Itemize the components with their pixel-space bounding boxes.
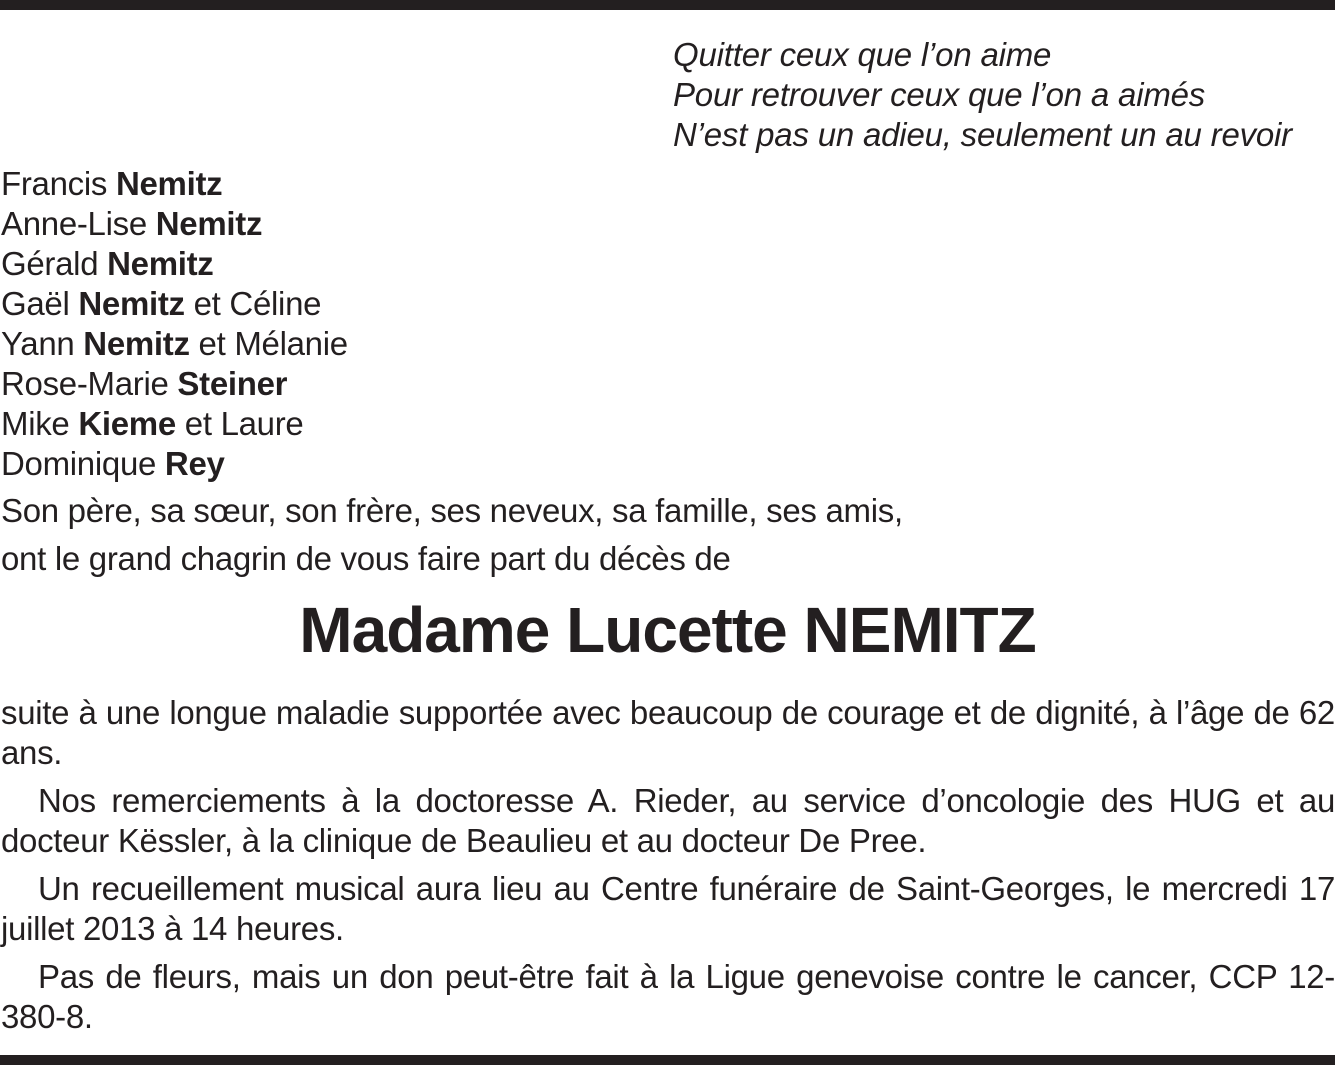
family-member	[1, 404, 348, 444]
family-member	[1, 164, 348, 204]
first-name: Dominique	[1, 445, 165, 482]
top-border-rule	[0, 0, 1335, 10]
first-name: Mike	[1, 405, 79, 442]
last-name: Nemitz	[83, 325, 190, 362]
partner-name: et Mélanie	[189, 325, 348, 362]
last-name: Nemitz	[115, 165, 223, 202]
intro-line: Son père, sa sœur, son frère, ses neveux, sa famille, ses amis,	[1, 492, 903, 529]
poem-line: Pour retrouver ceux que l’on a aimés	[673, 76, 1206, 113]
family-member	[1, 204, 348, 244]
last-name: Nemitz	[155, 205, 263, 242]
first-name: Anne-Lise	[1, 205, 156, 242]
intro-line: ont le grand chagrin de vous faire part du décès de	[1, 540, 731, 577]
paragraph-ceremony: Un recueillement musical aura lieu au Centre funéraire de Saint-Georges, le mercredi 17 juillet 2013 à 14 heures.	[1, 870, 1335, 947]
paragraph-thanks: Nos remerciements à la doctoresse A. Rieder, au service d’oncologie des HUG et au docteur Këssler, à la clinique de Beaulieu et au docteur De Pree.	[1, 782, 1335, 859]
family-member	[1, 364, 348, 404]
family-member	[1, 284, 348, 324]
announcement-intro	[1, 491, 903, 587]
paragraph-donation: Pas de fleurs, mais un don peut-être fait à la Ligue genevoise contre le cancer, CCP 12-380-8.	[1, 958, 1335, 1035]
first-name: Gaël	[1, 285, 79, 322]
partner-name: et Laure	[175, 405, 304, 442]
first-name: Gérald	[1, 245, 108, 282]
poem-line: Quitter ceux que l’on aime	[673, 36, 1052, 73]
deceased-name-heading: Madame Lucette NEMITZ	[299, 594, 1036, 666]
partner-name: et Céline	[184, 285, 322, 322]
first-name: Francis	[1, 165, 116, 202]
last-name: Nemitz	[107, 245, 214, 282]
poem-epigraph	[673, 35, 1292, 155]
family-member	[1, 244, 348, 284]
last-name: Rey	[164, 445, 225, 482]
family-list	[1, 164, 348, 484]
first-name: Rose-Marie	[1, 365, 178, 402]
last-name: Steiner	[177, 365, 288, 402]
poem-line: N’est pas un adieu, seulement un au revoir	[673, 116, 1292, 153]
first-name: Yann	[1, 325, 84, 362]
announcement-body	[1, 693, 1335, 1045]
paragraph-age: suite à une longue maladie supportée avec beaucoup de courage et de dignité, à l’âge de 62 ans.	[1, 694, 1335, 771]
last-name: Nemitz	[78, 285, 185, 322]
family-member	[1, 444, 348, 484]
family-member	[1, 324, 348, 364]
last-name: Kieme	[78, 405, 176, 442]
bottom-border-rule	[0, 1055, 1335, 1065]
